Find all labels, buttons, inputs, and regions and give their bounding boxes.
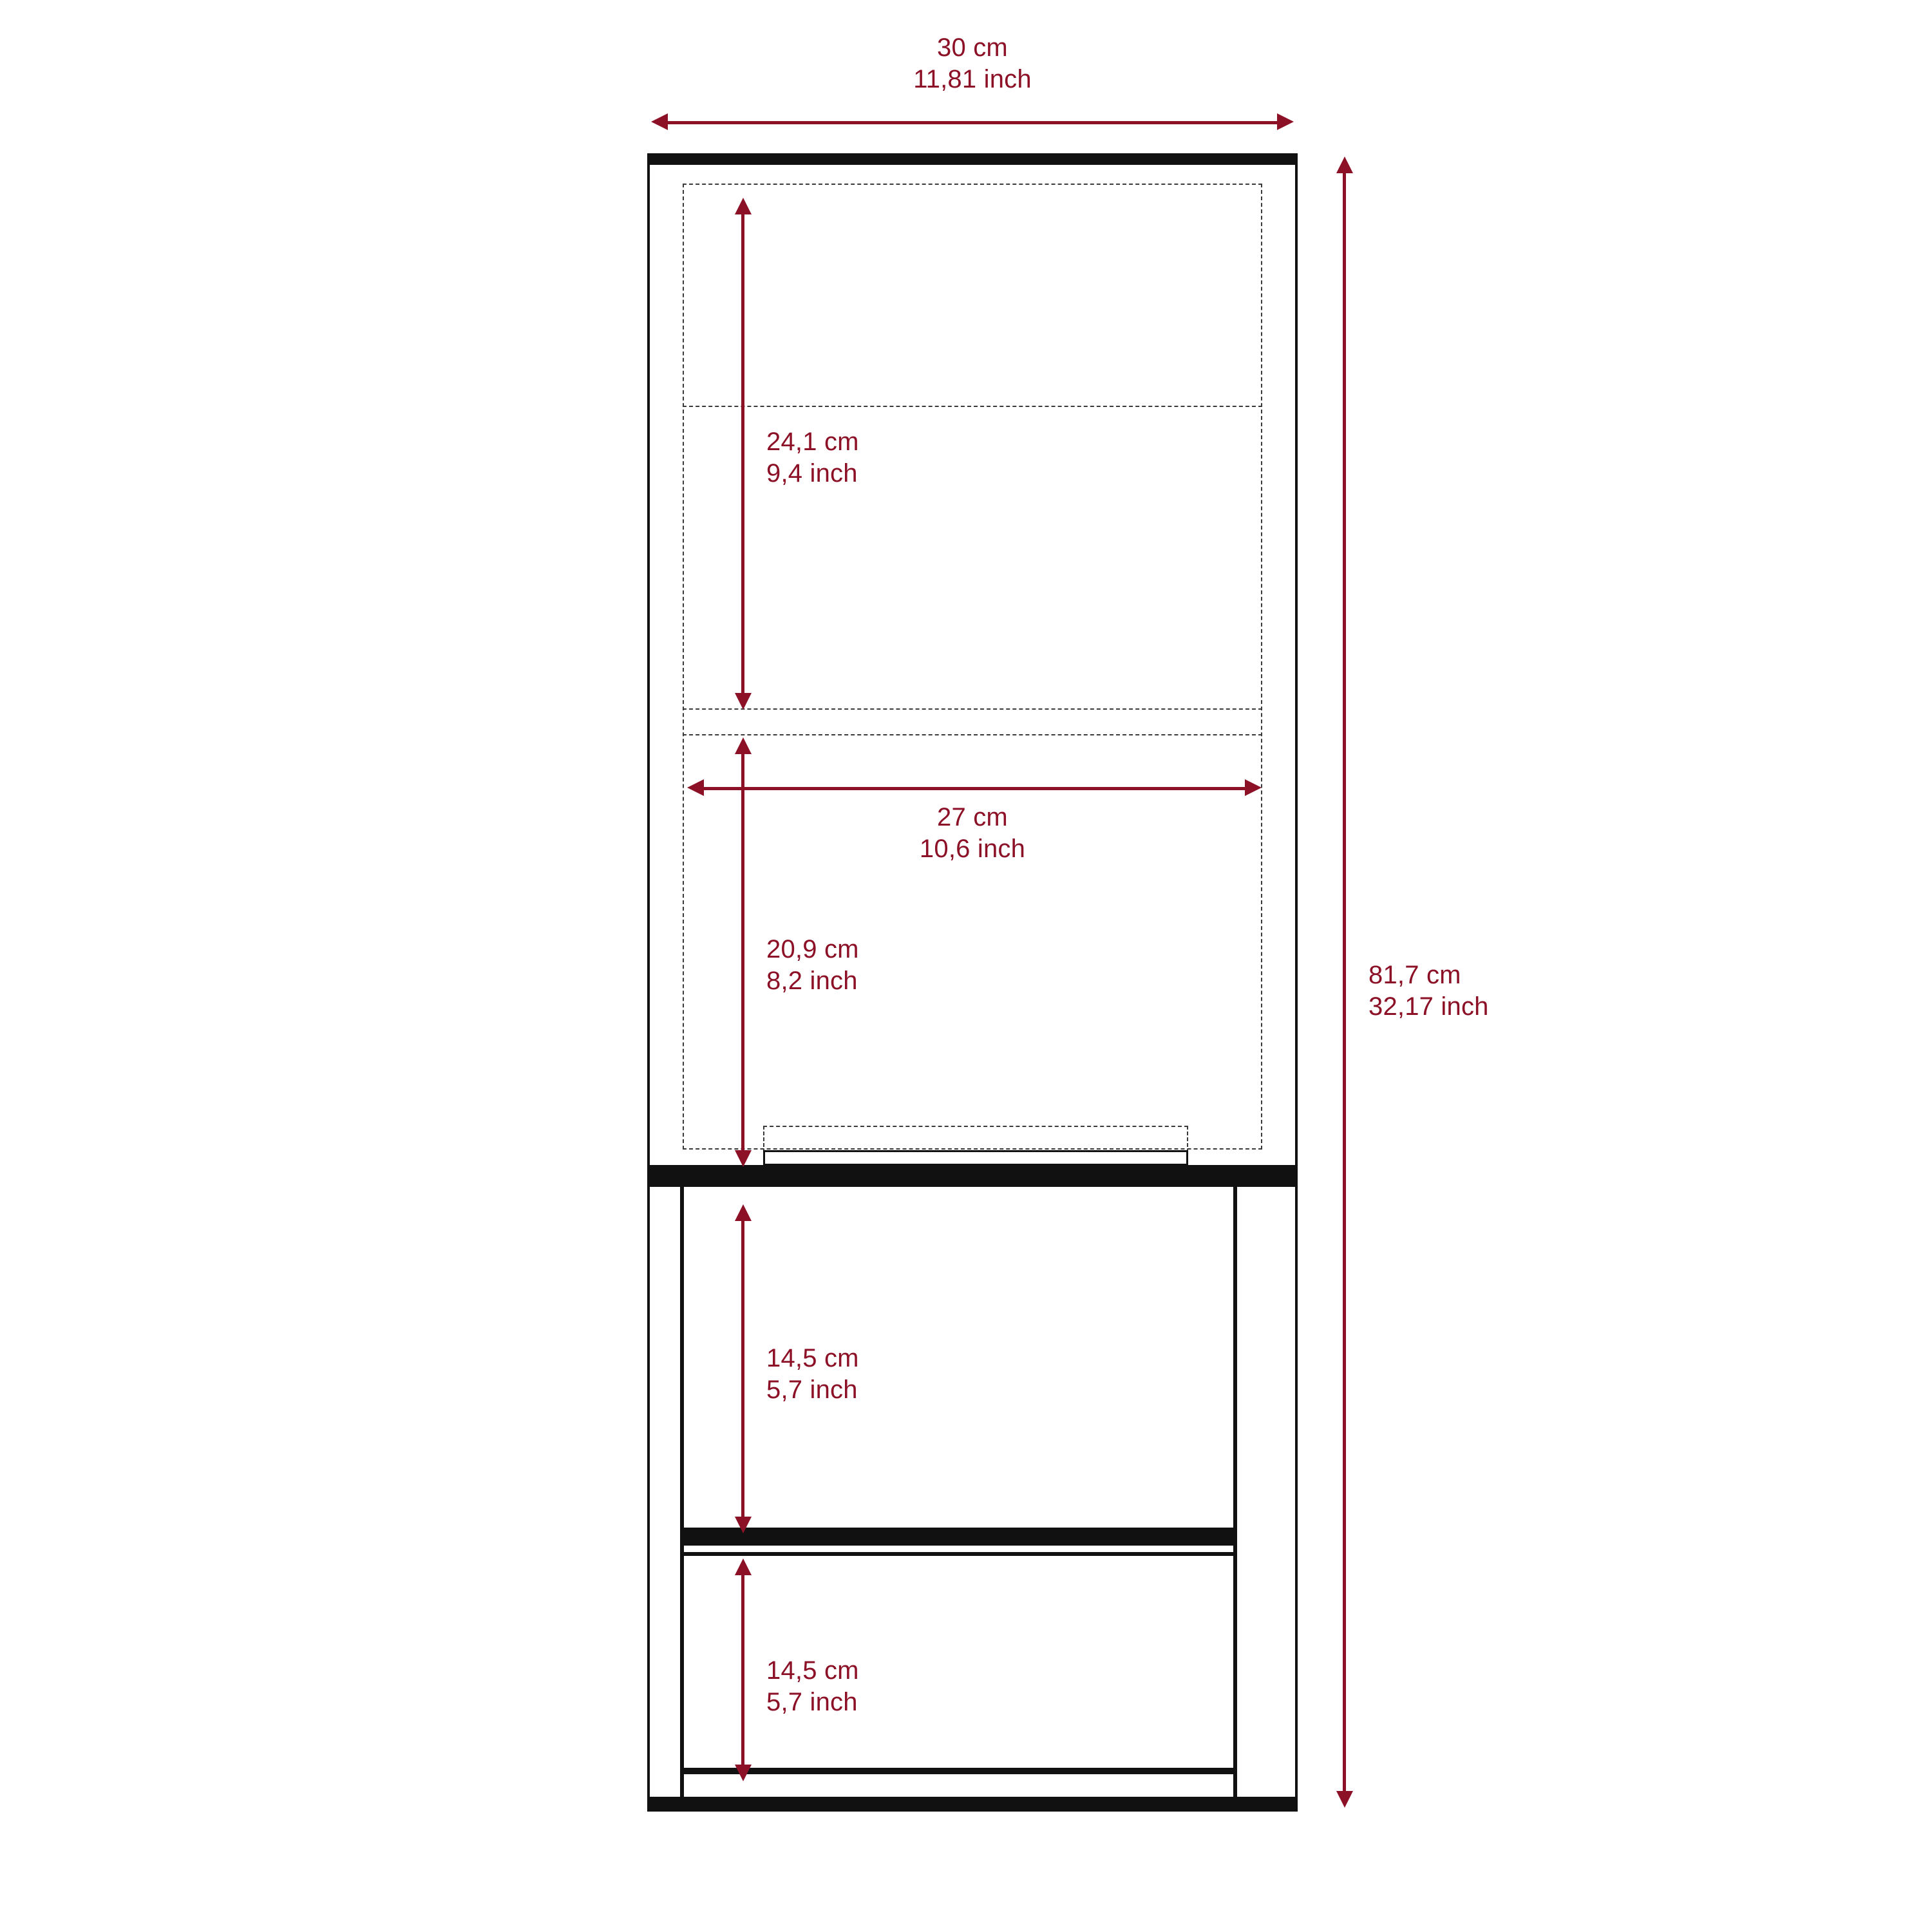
- arrow-lower-door-top: [735, 737, 752, 754]
- dimension-label-inner-width: [837, 802, 1108, 865]
- arrow-open-shelf-bottom-up: [735, 1558, 752, 1575]
- dimension-label-open-shelf-bottom: [766, 1655, 859, 1718]
- dimension-label-upper-compartment: [766, 426, 859, 489]
- cabinet-lower-body: [647, 1168, 1298, 1812]
- open-shelf-bottom: [680, 1768, 1237, 1774]
- lower-door-metric: 20,9 cm: [766, 935, 859, 963]
- arrow-upper-compartment-bottom: [735, 693, 752, 710]
- dimension-line-overall-width: [658, 121, 1287, 124]
- overall-width-metric: 30 cm: [937, 33, 1008, 62]
- lower-door-imperial: 8,2 inch: [766, 966, 858, 995]
- dimension-label-overall-width: [837, 32, 1108, 95]
- open-shelf-middle: [680, 1528, 1237, 1546]
- arrow-open-shelf-top-down: [735, 1517, 752, 1533]
- open-shelf-top-surface: [650, 1170, 1295, 1187]
- dimension-line-overall-height: [1343, 171, 1346, 1793]
- upper-compartment-metric: 24,1 cm: [766, 428, 859, 456]
- arrow-lower-door-bottom: [735, 1150, 752, 1167]
- interior-shelf-dashed-upper: [683, 406, 1262, 407]
- arrow-inner-width-right: [1245, 779, 1262, 796]
- inner-width-metric: 27 cm: [937, 803, 1008, 831]
- interior-drawer-dashed: [763, 1126, 1188, 1153]
- arrow-upper-compartment-top: [735, 198, 752, 214]
- inner-width-imperial: 10,6 inch: [919, 834, 1026, 863]
- cabinet-handle-bar: [763, 1150, 1188, 1166]
- cabinet-left-side-panel: [680, 1170, 684, 1809]
- cabinet-bottom-edge: [650, 1797, 1295, 1809]
- dimension-line-open-shelf-bottom: [741, 1573, 744, 1766]
- dimension-line-inner-width: [694, 787, 1255, 790]
- open-shelf-middle-edge: [680, 1552, 1237, 1556]
- dimension-label-open-shelf-top: [766, 1343, 859, 1406]
- arrow-overall-height-top: [1336, 156, 1353, 173]
- dimension-label-lower-door-compartment: [766, 934, 859, 997]
- upper-compartment-imperial: 9,4 inch: [766, 459, 858, 488]
- dimension-line-open-shelf-top: [741, 1219, 744, 1519]
- open-shelf-top-imperial: 5,7 inch: [766, 1375, 858, 1404]
- dimension-line-lower-door-compartment: [741, 752, 744, 1153]
- cabinet-right-side-panel: [1233, 1170, 1237, 1809]
- arrow-overall-height-bottom: [1336, 1791, 1353, 1808]
- arrow-open-shelf-top-up: [735, 1204, 752, 1221]
- interior-shelf-dashed-middle: [683, 708, 1262, 710]
- interior-hidden-outline: [683, 184, 1262, 1150]
- cabinet-top-edge: [650, 156, 1295, 165]
- overall-height-imperial: 32,17 inch: [1368, 992, 1489, 1021]
- interior-shelf-dashed-middle-2: [683, 734, 1262, 735]
- arrow-inner-width-left: [687, 779, 704, 796]
- overall-width-imperial: 11,81 inch: [913, 64, 1032, 93]
- open-shelf-top-metric: 14,5 cm: [766, 1344, 859, 1372]
- dimension-line-upper-compartment: [741, 213, 744, 696]
- open-shelf-bottom-imperial: 5,7 inch: [766, 1687, 858, 1716]
- arrow-overall-width-left: [651, 113, 668, 130]
- arrow-open-shelf-bottom-down: [735, 1765, 752, 1781]
- overall-height-metric: 81,7 cm: [1368, 961, 1461, 989]
- dimension-label-overall-height: [1368, 960, 1489, 1023]
- open-shelf-bottom-metric: 14,5 cm: [766, 1656, 859, 1685]
- arrow-overall-width-right: [1277, 113, 1294, 130]
